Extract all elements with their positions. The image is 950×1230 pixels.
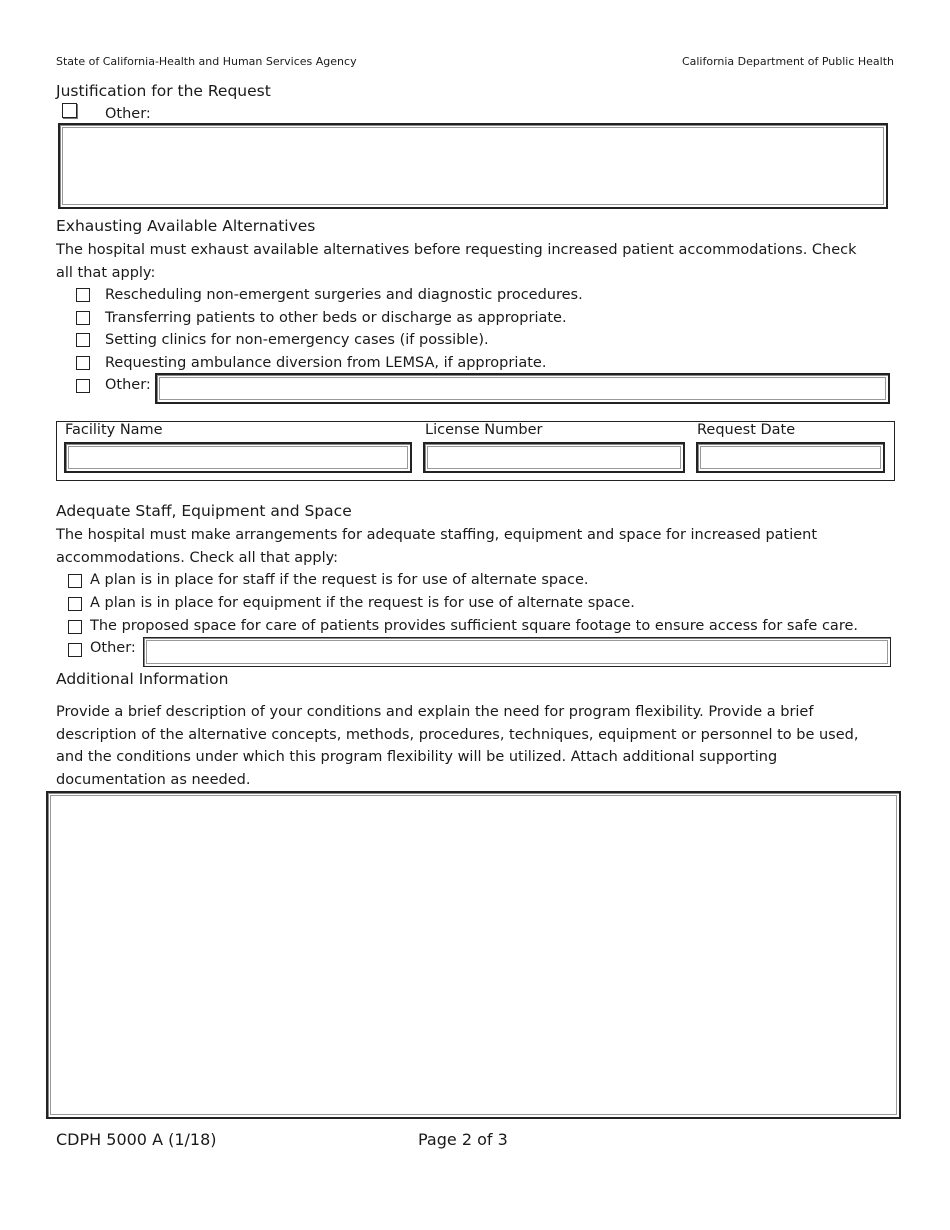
staff-other-label: Other:	[90, 640, 136, 656]
alt-checkbox-rescheduling[interactable]	[76, 288, 90, 302]
page-number: Page 2 of 3	[418, 1130, 508, 1149]
field-inner-border	[62, 127, 884, 205]
alt-label-rescheduling: Rescheduling non-emergent surgeries and diagnostic procedures.	[105, 287, 583, 303]
field-inner-border	[700, 446, 881, 469]
alt-label-transferring: Transferring patients to other beds or discharge as appropriate.	[105, 310, 567, 326]
staff-checkbox-other[interactable]	[68, 643, 82, 657]
license-number-input[interactable]	[423, 442, 685, 473]
staff-label-equipment-plan: A plan is in place for equipment if the request is for use of alternate space.	[90, 595, 635, 611]
staff-intro-line2: accommodations. Check all that apply:	[56, 550, 339, 566]
justification-other-textarea[interactable]	[58, 123, 888, 209]
justification-other-label: Other:	[105, 106, 151, 122]
additional-info-textarea[interactable]	[46, 791, 901, 1119]
license-number-label: License Number	[425, 422, 543, 438]
justification-title: Justification for the Request	[56, 82, 271, 100]
department-header: California Department of Public Health	[681, 55, 894, 68]
alt-label-diversion: Requesting ambulance diversion from LEMSA, if appropriate.	[105, 355, 547, 371]
alternatives-title: Exhausting Available Alternatives	[56, 217, 316, 235]
alt-other-input[interactable]	[155, 373, 890, 404]
field-inner-border	[427, 446, 681, 469]
staff-intro-line1: The hospital must make arrangements for adequate staffing, equipment and space for increased patient	[56, 527, 818, 543]
request-date-input[interactable]	[696, 442, 885, 473]
facility-name-input[interactable]	[64, 442, 412, 473]
alt-checkbox-other[interactable]	[76, 379, 90, 393]
alt-label-clinics: Setting clinics for non-emergency cases (if possible).	[105, 332, 489, 348]
agency-header: State of California-Health and Human Services Agency	[56, 55, 357, 68]
form-id: CDPH 5000 A (1/18)	[56, 1130, 217, 1149]
staff-checkbox-staff-plan[interactable]	[68, 574, 82, 588]
additional-info-line4: documentation as needed.	[56, 772, 251, 788]
justification-other-checkbox[interactable]	[62, 103, 77, 118]
staff-label-staff-plan: A plan is in place for staff if the request is for use of alternate space.	[90, 572, 589, 588]
staff-other-input[interactable]	[143, 637, 891, 667]
alt-checkbox-transferring[interactable]	[76, 311, 90, 325]
alternatives-intro-line2: all that apply:	[56, 265, 156, 281]
alt-checkbox-diversion[interactable]	[76, 356, 90, 370]
staff-checkbox-equipment-plan[interactable]	[68, 597, 82, 611]
request-date-label: Request Date	[697, 422, 796, 438]
staff-label-space: The proposed space for care of patients provides sufficient square footage to ensure access for safe care.	[90, 618, 858, 634]
alt-checkbox-clinics[interactable]	[76, 333, 90, 347]
additional-info-line1: Provide a brief description of your conditions and explain the need for program flexibility. Provide a brief	[56, 704, 814, 720]
staff-checkbox-space[interactable]	[68, 620, 82, 634]
additional-info-title: Additional Information	[56, 670, 229, 688]
alternatives-intro-line1: The hospital must exhaust available alternatives before requesting increased patient accommodations. Check	[56, 242, 857, 258]
field-inner-border	[68, 446, 408, 469]
field-inner-border	[50, 795, 897, 1115]
field-inner-border	[159, 377, 886, 400]
alt-other-label: Other:	[105, 377, 151, 393]
field-inner-border	[146, 640, 888, 664]
additional-info-line2: description of the alternative concepts, methods, procedures, techniques, equipment or personnel to be used,	[56, 727, 859, 743]
staff-title: Adequate Staff, Equipment and Space	[56, 502, 352, 520]
facility-name-label: Facility Name	[65, 422, 163, 438]
additional-info-line3: and the conditions under which this program flexibility will be utilized. Attach additional supporting	[56, 749, 778, 765]
